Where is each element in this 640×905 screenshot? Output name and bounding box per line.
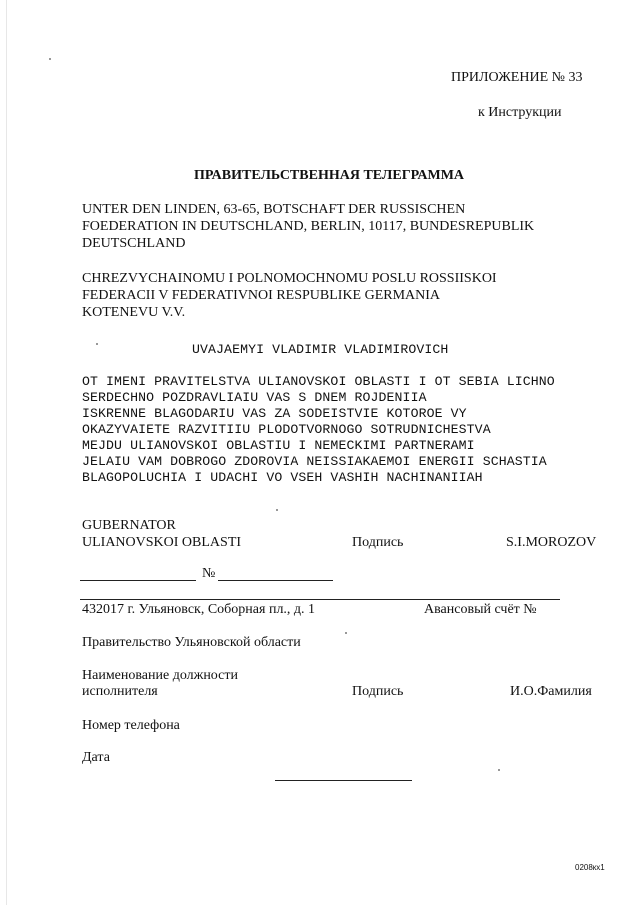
address-line: FOEDERATION IN DEUTSCHLAND, BERLIN, 10117, BUNDESREPUBLIK bbox=[82, 219, 535, 234]
blank-line bbox=[218, 580, 333, 581]
scan-speck bbox=[345, 632, 347, 634]
address-line: DEUTSCHLAND bbox=[82, 236, 186, 251]
message-line: BLAGOPOLUCHIA I UDACHI VO VSEH VASHIH NACHINANIIAH bbox=[82, 470, 483, 485]
recipient-line: FEDERACII V FEDERATIVNOI RESPUBLIKE GERMANIA bbox=[82, 288, 441, 303]
signature-name: S.I.MOROZOV bbox=[506, 535, 597, 550]
signature-title-1: GUBERNATOR bbox=[82, 518, 176, 533]
number-sign: № bbox=[202, 566, 216, 581]
annex-number: ПРИЛОЖЕНИЕ № 33 bbox=[451, 70, 583, 85]
message-line: JELAIU VAM DOBROGO ZDOROVIA NEISSIAKAEMOI ENERGII SCHASTIA bbox=[82, 454, 547, 469]
recipient-line: KOTENEVU V.V. bbox=[82, 305, 186, 320]
scan-speck bbox=[49, 58, 51, 60]
date-label: Дата bbox=[82, 750, 110, 765]
executor-position-label-1: Наименование должности bbox=[82, 668, 238, 683]
address-block bbox=[82, 201, 534, 252]
sender-address: 432017 г. Ульяновск, Соборная пл., д. 1 bbox=[82, 602, 316, 617]
recipient-line: CHREZVYCHAINOMU I POLNOMOCHNOMU POSLU ROSSIISKOI bbox=[82, 271, 497, 286]
message-line: ISKRENNE BLAGODARIU VAS ZA SODEISTVIE KOTOROE VY bbox=[82, 406, 467, 421]
scan-edge-line bbox=[6, 0, 7, 905]
advance-account-label: Авансовый счёт № bbox=[424, 602, 537, 617]
executor-podpis-label: Подпись bbox=[352, 684, 404, 699]
salutation: UVAJAEMYI VLADIMIR VLADIMIROVICH bbox=[192, 342, 449, 357]
signature-podpis-label: Подпись bbox=[352, 535, 404, 550]
scan-speck bbox=[96, 343, 98, 345]
message-line: SERDECHNO POZDRAVLIAIU VAS S DNEM ROJDENIIA bbox=[82, 390, 427, 405]
message-body bbox=[82, 374, 555, 486]
scan-speck bbox=[498, 769, 500, 771]
message-line: OKAZYVAIETE RAZVITIIU PLODOTVORNOGO SOTRUDNICHESTVA bbox=[82, 422, 491, 437]
form-code: 0208кх1 bbox=[575, 863, 605, 872]
instruction-reference: к Инструкции bbox=[478, 105, 562, 120]
date-blank-line bbox=[275, 780, 412, 781]
address-line: UNTER DEN LINDEN, 63-65, BOTSCHAFT DER RUSSISCHEN bbox=[82, 202, 466, 217]
blank-line bbox=[80, 580, 196, 581]
recipient-block bbox=[82, 270, 497, 321]
separator-line bbox=[80, 599, 560, 600]
message-line: OT IMENI PRAVITELSTVA ULIANOVSKOI OBLASTI I OT SEBIA LICHNO bbox=[82, 374, 555, 389]
executor-fio-label: И.О.Фамилия bbox=[510, 684, 592, 699]
signature-title-2: ULIANOVSKOI OBLASTI bbox=[82, 535, 242, 550]
sender-organization: Правительство Ульяновской области bbox=[82, 635, 301, 650]
phone-label: Номер телефона bbox=[82, 718, 180, 733]
message-line: MEJDU ULIANOVSKOI OBLASTIU I NEMECKIMI PARTNERAMI bbox=[82, 438, 475, 453]
document-title: ПРАВИТЕЛЬСТВЕННАЯ ТЕЛЕГРАММА bbox=[194, 168, 465, 183]
executor-position-label-2: исполнителя bbox=[82, 684, 158, 699]
scan-speck bbox=[276, 509, 278, 511]
